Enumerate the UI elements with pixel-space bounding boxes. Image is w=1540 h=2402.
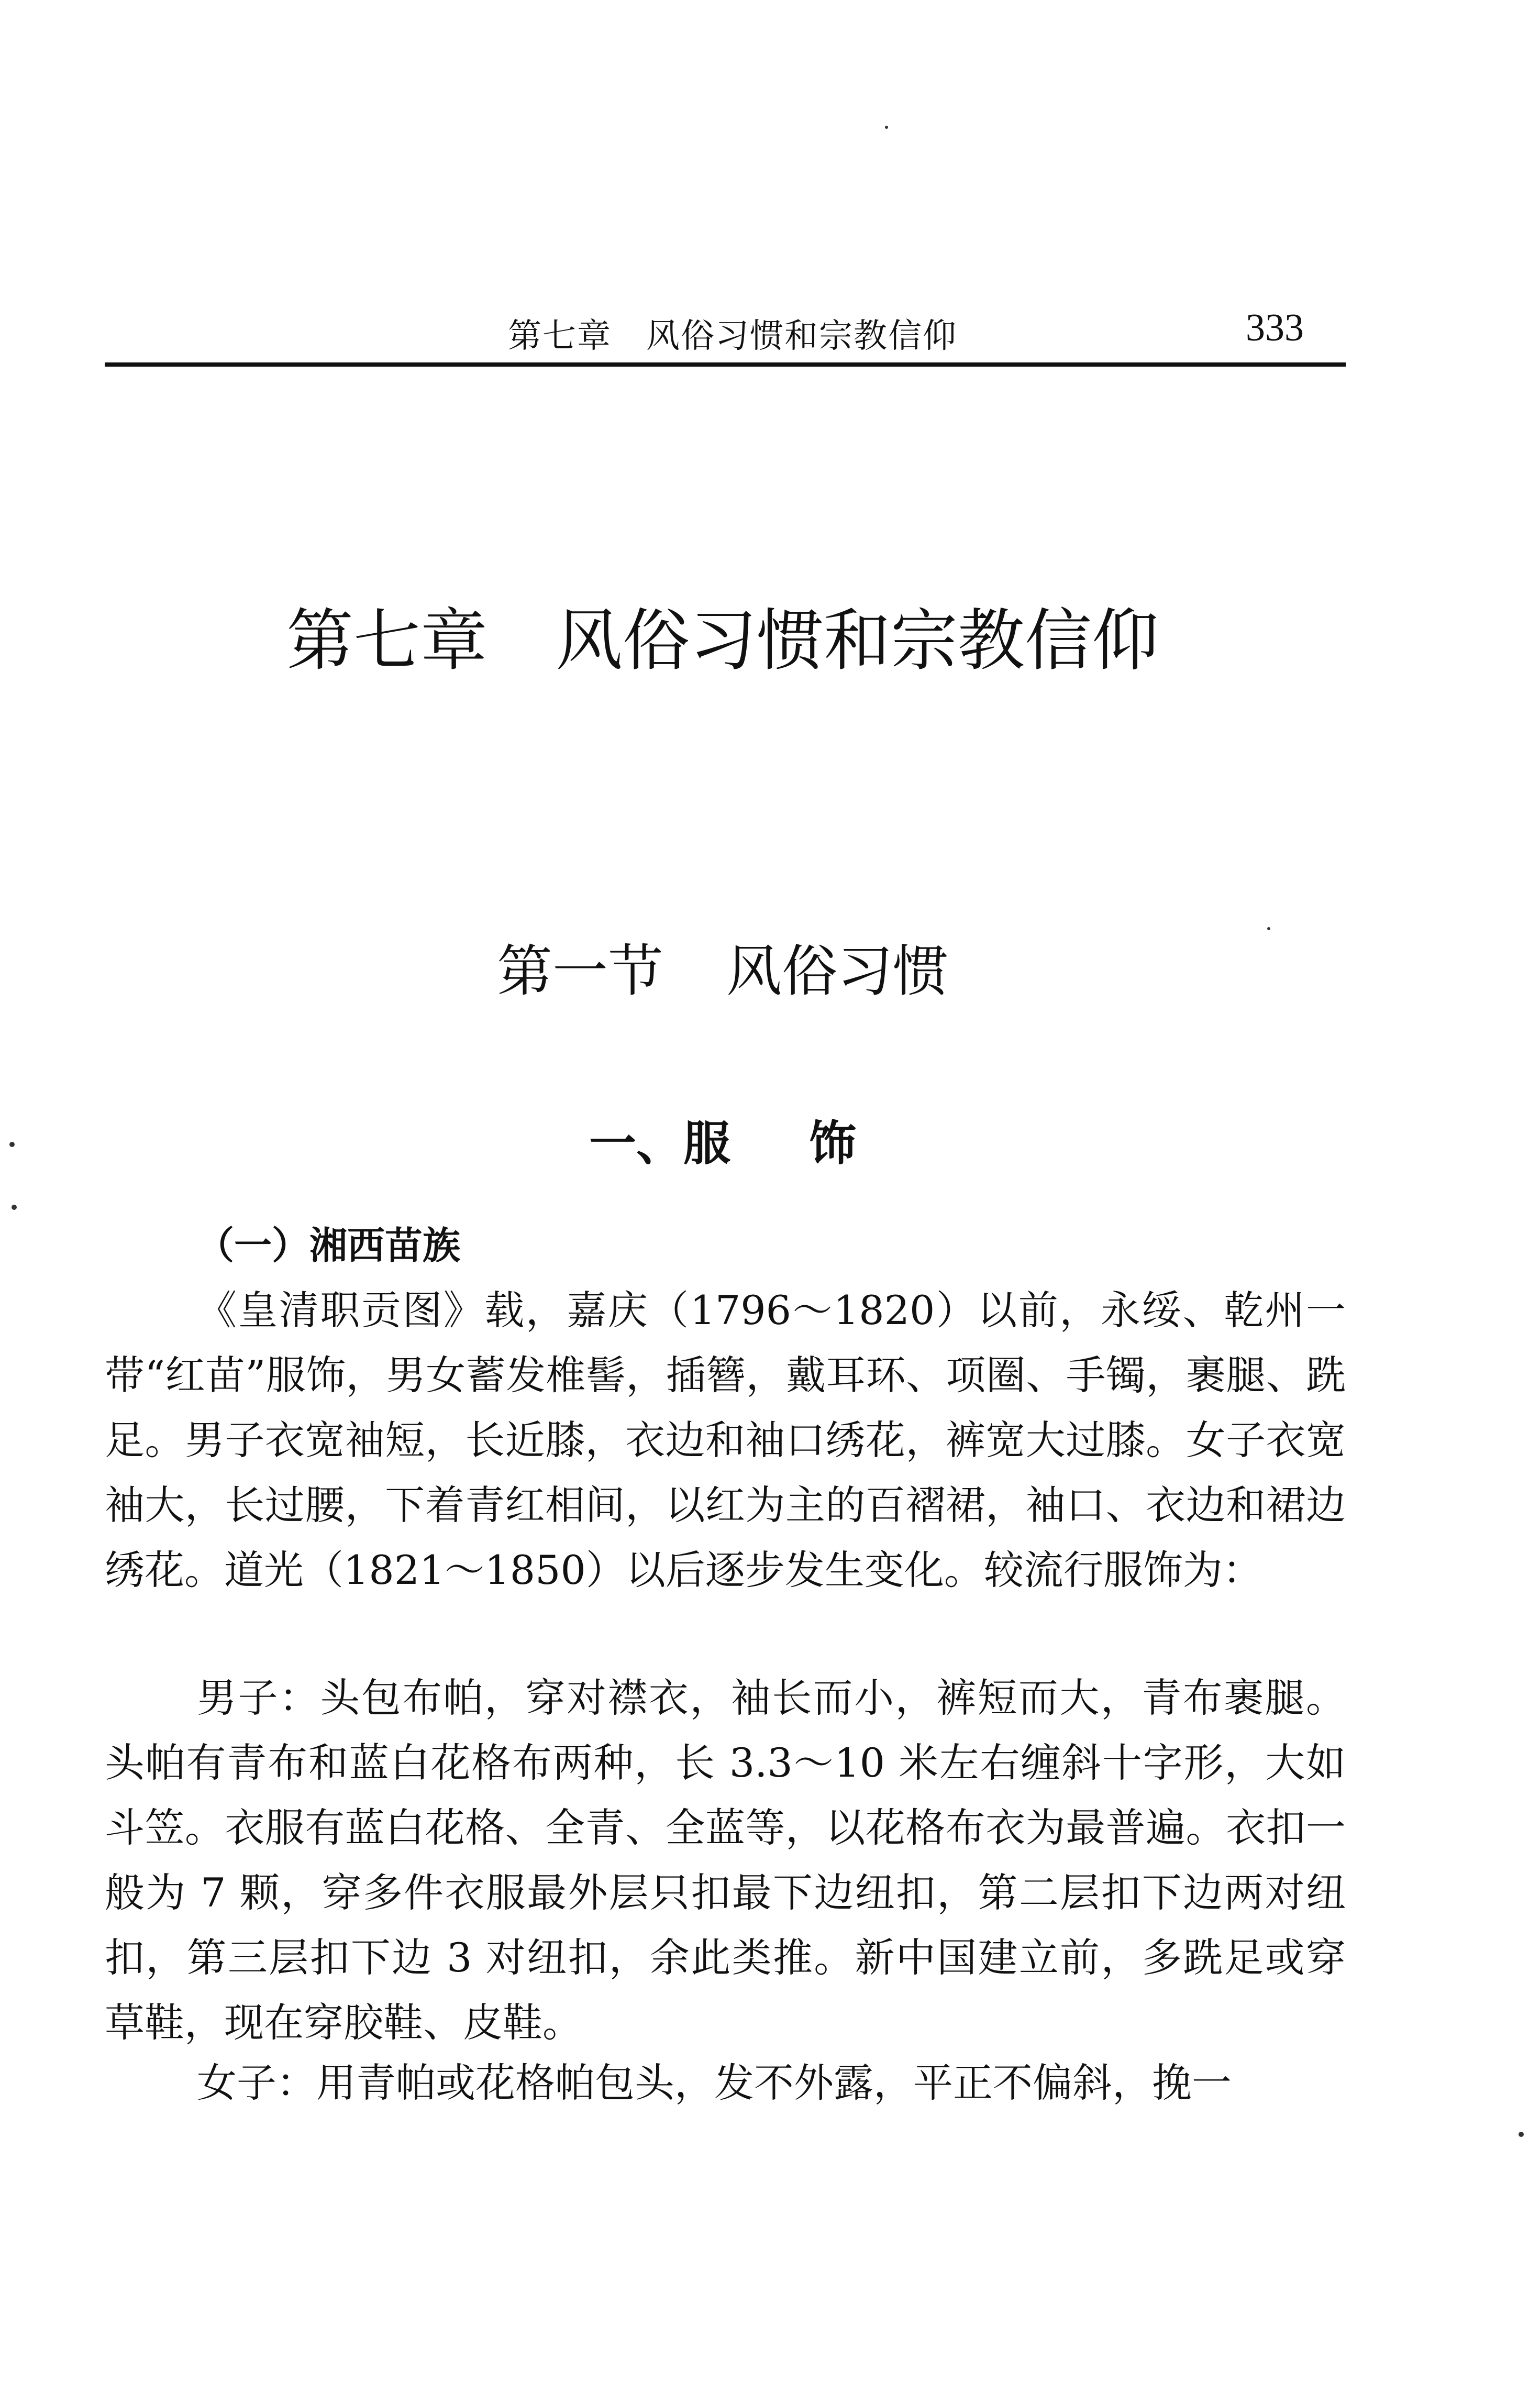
subheading: （一）湘西苗族 bbox=[196, 1224, 461, 1268]
subsection-prefix: 一、服 bbox=[589, 1116, 730, 1171]
body-paragraph: 《皇清职贡图》载，嘉庆（1796～1820）以前，永绥、乾州一带“红苗”服饰，男女蓄发椎髻，插簪，戴耳环、项圈、手镯，裹腿、跣足。男子衣宽袖短，长近膝，衣边和袖口绣花，裤宽大过膝。女子衣宽袖大，长过腰，下着青红相间，以红为主的百褶裙，袖口、衣边和裙边绣花。道光（1821～1850）以后逐步发生变化。较流行服饰为： bbox=[105, 1287, 1346, 1593]
scan-speck bbox=[1267, 927, 1270, 930]
section-title bbox=[0, 927, 1445, 1007]
subsection-title bbox=[0, 1105, 1445, 1173]
running-head-title: 第七章 风俗习惯和宗教信仰 bbox=[508, 317, 957, 356]
body-paragraph-1-block bbox=[105, 1278, 1346, 1603]
scan-speck bbox=[9, 1142, 15, 1147]
body-paragraph: 女子：用青帕或花格帕包头，发不外露，平正不偏斜，挽一 bbox=[197, 2059, 1232, 2106]
chapter-title bbox=[0, 587, 1445, 683]
page-number: 333 bbox=[1246, 306, 1304, 349]
chapter-number: 第七章 bbox=[286, 602, 488, 680]
section-number: 第一节 bbox=[497, 939, 663, 1004]
body-paragraph-3-block bbox=[105, 2051, 1346, 2115]
body-paragraph: 男子：头包布帕，穿对襟衣，袖长而小，裤短而大，青布裹腿。头帕有青布和蓝白花格布两种，长 3.3～10 米左右缠斜十字形，大如斗笠。衣服有蓝白花格、全青、全蓝等，以花格布衣为最普遍。衣扣一般为 7 颗，穿多件衣服最外层只扣最下边纽扣，第二层扣下边两对纽扣，第三层扣下边 3 对纽扣，余此类推。新中国建立前，多跣足或穿草鞋，现在穿胶鞋、皮鞋。 bbox=[105, 1674, 1346, 2046]
scan-speck bbox=[1519, 2132, 1524, 2137]
running-head bbox=[105, 293, 1346, 367]
subsection-suffix: 饰 bbox=[809, 1116, 856, 1171]
body-paragraph-2-block bbox=[105, 1666, 1346, 2055]
section-name: 风俗习惯 bbox=[726, 939, 948, 1004]
chapter-name: 风俗习惯和宗教信仰 bbox=[556, 602, 1159, 680]
scan-speck bbox=[885, 126, 888, 129]
scan-speck bbox=[12, 1205, 17, 1210]
header-rule bbox=[105, 362, 1346, 367]
